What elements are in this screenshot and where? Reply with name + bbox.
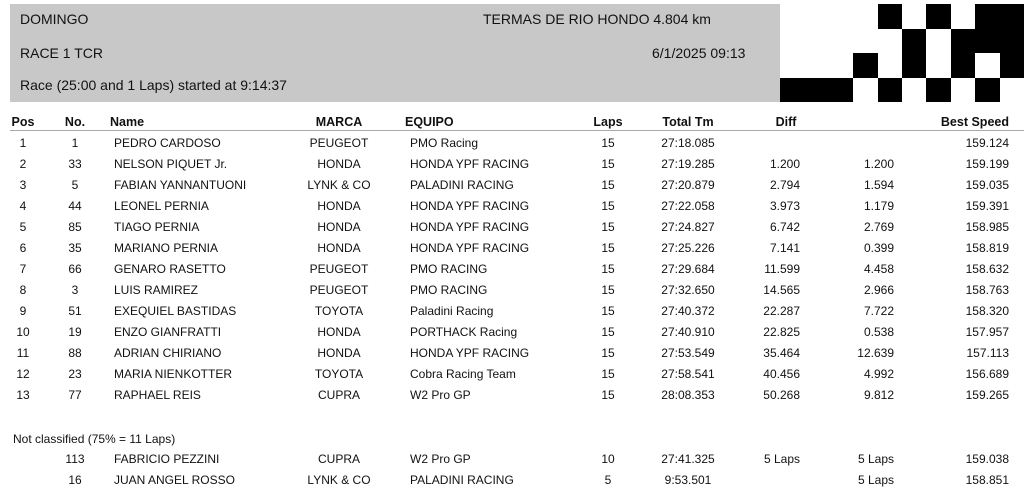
- cell-marca: PEUGEOT: [309, 136, 369, 150]
- cell-best: 159.124: [965, 136, 1009, 150]
- cell-total: 27:41.325: [661, 452, 715, 466]
- cell-marca: PEUGEOT: [309, 283, 369, 297]
- cell-name: MARIA NIENKOTTER: [114, 367, 233, 381]
- cell-gap: 1.594: [863, 178, 894, 192]
- table-row: [0, 197, 1024, 218]
- cell-equipo: HONDA YPF RACING: [410, 346, 530, 360]
- cell-gap: 5 Laps: [857, 473, 894, 487]
- cell-pos: 5: [19, 220, 27, 234]
- cell-laps: 15: [601, 262, 615, 276]
- cell-pos: 10: [16, 325, 30, 339]
- cell-marca: LYNK & CO: [307, 178, 371, 192]
- col-diff: Diff: [775, 115, 797, 129]
- cell-best: 158.819: [965, 241, 1009, 255]
- cell-best: 158.320: [965, 304, 1009, 318]
- cell-no: 88: [68, 346, 82, 360]
- cell-laps: 15: [601, 346, 615, 360]
- cell-diff: 50.268: [763, 388, 800, 402]
- cell-total: 27:58.541: [661, 367, 715, 381]
- cell-laps: 15: [601, 388, 615, 402]
- table-row: [0, 365, 1024, 386]
- cell-marca: LYNK & CO: [307, 473, 371, 487]
- col-equipo: EQUIPO: [405, 115, 454, 129]
- cell-gap: 12.639: [857, 346, 894, 360]
- flag-square: [829, 29, 853, 54]
- flag-square: [951, 78, 975, 103]
- cell-pos: 11: [16, 346, 30, 360]
- cell-diff: 2.794: [769, 178, 800, 192]
- table-row: [0, 155, 1024, 176]
- cell-pos: 9: [19, 304, 27, 318]
- col-pos: Pos: [11, 115, 35, 129]
- cell-best: 158.632: [965, 262, 1009, 276]
- cell-name: JUAN ANGEL ROSSO: [114, 473, 235, 487]
- cell-equipo: Cobra Racing Team: [410, 367, 516, 381]
- table-row: [0, 176, 1024, 197]
- flag-square: [853, 53, 877, 78]
- race-start-info: Race (25:00 and 1 Laps) started at 9:14:37: [20, 77, 287, 93]
- cell-no: 66: [68, 262, 82, 276]
- table-row: [0, 302, 1024, 323]
- cell-pos: 6: [19, 241, 27, 255]
- cell-marca: TOYOTA: [314, 304, 364, 318]
- track-label: TERMAS DE RIO HONDO 4.804 km: [483, 11, 711, 27]
- results-header: [10, 4, 1024, 102]
- cell-best: 157.957: [965, 325, 1009, 339]
- cell-equipo: HONDA YPF RACING: [410, 241, 530, 255]
- cell-total: 27:40.910: [661, 325, 715, 339]
- cell-pos: 8: [19, 283, 27, 297]
- table-row: [0, 386, 1024, 407]
- col-best-speed: Best Speed: [940, 115, 1009, 129]
- cell-total: 27:22.058: [661, 199, 715, 213]
- cell-best: 158.763: [965, 283, 1009, 297]
- checkered-flag: [780, 4, 1024, 102]
- cell-gap: 0.538: [863, 325, 894, 339]
- cell-best: 159.391: [965, 199, 1009, 213]
- col-no: No.: [64, 115, 86, 129]
- flag-square: [878, 53, 902, 78]
- flag-square: [853, 4, 877, 29]
- flag-square: [902, 53, 926, 78]
- cell-laps: 10: [601, 452, 615, 466]
- table-row: [0, 323, 1024, 344]
- cell-equipo: W2 Pro GP: [410, 452, 471, 466]
- cell-marca: HONDA: [317, 199, 361, 213]
- cell-laps: 15: [601, 178, 615, 192]
- cell-gap: 4.458: [863, 262, 894, 276]
- cell-marca: PEUGEOT: [309, 262, 369, 276]
- cell-total: 27:19.285: [661, 157, 715, 171]
- cell-diff: 22.825: [763, 325, 800, 339]
- flag-square: [975, 29, 999, 54]
- cell-diff: 35.464: [763, 346, 800, 360]
- cell-laps: 15: [601, 157, 615, 171]
- table-row: [0, 134, 1024, 155]
- cell-total: 27:40.372: [661, 304, 715, 318]
- cell-gap: 9.812: [863, 388, 894, 402]
- cell-best: 159.038: [965, 452, 1009, 466]
- flag-square: [829, 4, 853, 29]
- session-datetime: 6/1/2025 09:13: [652, 45, 746, 61]
- cell-no: 51: [68, 304, 82, 318]
- cell-gap: 0.399: [863, 241, 894, 255]
- table-row: [0, 471, 1024, 492]
- flag-square: [853, 78, 877, 103]
- cell-no: 16: [68, 473, 82, 487]
- cell-no: 19: [68, 325, 82, 339]
- cell-pos: 3: [19, 178, 27, 192]
- cell-marca: HONDA: [317, 241, 361, 255]
- flag-square: [1000, 29, 1024, 54]
- cell-marca: CUPRA: [317, 452, 360, 466]
- flag-square: [975, 53, 999, 78]
- cell-equipo: HONDA YPF RACING: [410, 157, 530, 171]
- cell-laps: 15: [601, 283, 615, 297]
- day-label: DOMINGO: [20, 11, 89, 27]
- flag-square: [951, 53, 975, 78]
- cell-total: 27:18.085: [661, 136, 715, 150]
- cell-diff: 5 Laps: [763, 452, 800, 466]
- cell-pos: 2: [19, 157, 27, 171]
- flag-square: [878, 78, 902, 103]
- cell-best: 158.985: [965, 220, 1009, 234]
- cell-pos: 7: [19, 262, 27, 276]
- cell-name: LEONEL PERNIA: [114, 199, 209, 213]
- cell-total: 27:24.827: [661, 220, 715, 234]
- flag-square: [878, 4, 902, 29]
- not-classified-label: Not classified (75% = 11 Laps): [13, 432, 176, 446]
- cell-marca: CUPRA: [317, 388, 360, 402]
- cell-name: ENZO GIANFRATTI: [114, 325, 222, 339]
- cell-name: TIAGO PERNIA: [114, 220, 200, 234]
- cell-marca: HONDA: [317, 220, 361, 234]
- flag-square: [780, 78, 804, 103]
- table-row: [0, 260, 1024, 281]
- cell-laps: 15: [601, 367, 615, 381]
- cell-equipo: PORTHACK Racing: [410, 325, 518, 339]
- cell-total: 9:53.501: [664, 473, 712, 487]
- flag-square: [780, 4, 804, 29]
- cell-name: RAPHAEL REIS: [114, 388, 201, 402]
- cell-no: 3: [71, 283, 79, 297]
- flag-square: [1000, 4, 1024, 29]
- cell-equipo: HONDA YPF RACING: [410, 199, 530, 213]
- cell-total: 28:08.353: [661, 388, 715, 402]
- cell-equipo: PMO Racing: [410, 136, 479, 150]
- cell-gap: 2.769: [863, 220, 894, 234]
- cell-gap: 1.200: [863, 157, 894, 171]
- cell-diff: 14.565: [763, 283, 800, 297]
- cell-no: 33: [68, 157, 82, 171]
- flag-square: [926, 78, 950, 103]
- cell-no: 77: [68, 388, 82, 402]
- cell-name: MARIANO PERNIA: [114, 241, 219, 255]
- cell-best: 156.689: [965, 367, 1009, 381]
- cell-marca: TOYOTA: [314, 367, 364, 381]
- table-row: [0, 239, 1024, 260]
- cell-marca: HONDA: [317, 346, 361, 360]
- cell-no: 44: [68, 199, 82, 213]
- col-name: Name: [110, 115, 145, 129]
- flag-square: [975, 4, 999, 29]
- cell-diff: 7.141: [769, 241, 800, 255]
- cell-diff: 3.973: [769, 199, 800, 213]
- cell-equipo: PMO RACING: [410, 262, 488, 276]
- cell-name: EXEQUIEL BASTIDAS: [114, 304, 237, 318]
- cell-no: 113: [65, 452, 85, 466]
- cell-pos: 13: [16, 388, 30, 402]
- cell-equipo: Paladini Racing: [410, 304, 494, 318]
- flag-square: [878, 29, 902, 54]
- cell-laps: 15: [601, 241, 615, 255]
- cell-name: NELSON PIQUET Jr.: [114, 157, 228, 171]
- header-divider: [10, 130, 1024, 131]
- cell-best: 157.113: [966, 346, 1009, 360]
- cell-equipo: PALADINI RACING: [410, 473, 514, 487]
- cell-laps: 15: [601, 325, 615, 339]
- col-laps: Laps: [593, 115, 623, 129]
- flag-square: [780, 29, 804, 54]
- cell-equipo: HONDA YPF RACING: [410, 220, 530, 234]
- cell-name: LUIS RAMIREZ: [114, 283, 199, 297]
- cell-pos: 12: [16, 367, 30, 381]
- table-row: [0, 450, 1024, 471]
- flag-square: [1000, 53, 1024, 78]
- cell-name: PEDRO CARDOSO: [114, 136, 221, 150]
- flag-square: [1000, 78, 1024, 103]
- cell-laps: 5: [604, 473, 612, 487]
- cell-diff: 6.742: [769, 220, 800, 234]
- table-row: [0, 218, 1024, 239]
- cell-total: 27:29.684: [661, 262, 715, 276]
- cell-gap: 5 Laps: [857, 452, 894, 466]
- cell-diff: 40.456: [763, 367, 800, 381]
- cell-marca: HONDA: [317, 325, 361, 339]
- col-marca: MARCA: [315, 115, 363, 129]
- cell-name: FABIAN YANNANTUONI: [114, 178, 247, 192]
- cell-best: 159.265: [965, 388, 1009, 402]
- flag-square: [902, 4, 926, 29]
- flag-square: [829, 78, 853, 103]
- cell-equipo: W2 Pro GP: [410, 388, 471, 402]
- session-title: RACE 1 TCR: [20, 45, 103, 61]
- cell-best: 158.851: [965, 473, 1009, 487]
- cell-laps: 15: [601, 220, 615, 234]
- cell-gap: 7.722: [863, 304, 894, 318]
- cell-marca: HONDA: [317, 157, 361, 171]
- flag-square: [853, 29, 877, 54]
- cell-total: 27:25.226: [661, 241, 715, 255]
- cell-laps: 15: [601, 199, 615, 213]
- cell-diff: 22.287: [763, 304, 800, 318]
- cell-equipo: PALADINI RACING: [410, 178, 514, 192]
- cell-no: 5: [71, 178, 79, 192]
- cell-no: 23: [68, 367, 82, 381]
- flag-square: [804, 29, 828, 54]
- cell-name: FABRICIO PEZZINI: [114, 452, 220, 466]
- col-total: Total Tm: [662, 115, 714, 129]
- flag-square: [902, 29, 926, 54]
- flag-square: [926, 29, 950, 54]
- cell-total: 27:32.650: [661, 283, 715, 297]
- table-row: [0, 281, 1024, 302]
- flag-square: [926, 53, 950, 78]
- flag-square: [926, 4, 950, 29]
- cell-total: 27:53.549: [661, 346, 715, 360]
- cell-diff: 1.200: [769, 157, 800, 171]
- cell-diff: 11.599: [764, 262, 800, 276]
- flag-square: [804, 78, 828, 103]
- flag-square: [829, 53, 853, 78]
- cell-equipo: PMO RACING: [410, 283, 488, 297]
- cell-name: GENARO RASETTO: [114, 262, 226, 276]
- cell-laps: 15: [601, 304, 615, 318]
- flag-square: [804, 53, 828, 78]
- cell-no: 85: [68, 220, 82, 234]
- cell-no: 1: [71, 136, 79, 150]
- cell-gap: 2.966: [863, 283, 894, 297]
- cell-laps: 15: [601, 136, 615, 150]
- cell-pos: 1: [19, 136, 27, 150]
- cell-best: 159.035: [965, 178, 1009, 192]
- cell-no: 35: [68, 241, 82, 255]
- cell-gap: 1.179: [863, 199, 894, 213]
- flag-square: [951, 4, 975, 29]
- flag-square: [951, 29, 975, 54]
- cell-name: ADRIAN CHIRIANO: [114, 346, 222, 360]
- flag-square: [780, 53, 804, 78]
- cell-pos: 4: [19, 199, 27, 213]
- flag-square: [804, 4, 828, 29]
- table-row: [0, 344, 1024, 365]
- cell-total: 27:20.879: [661, 178, 715, 192]
- flag-square: [902, 78, 926, 103]
- flag-square: [975, 78, 999, 103]
- cell-best: 159.199: [965, 157, 1009, 171]
- cell-gap: 4.992: [863, 367, 894, 381]
